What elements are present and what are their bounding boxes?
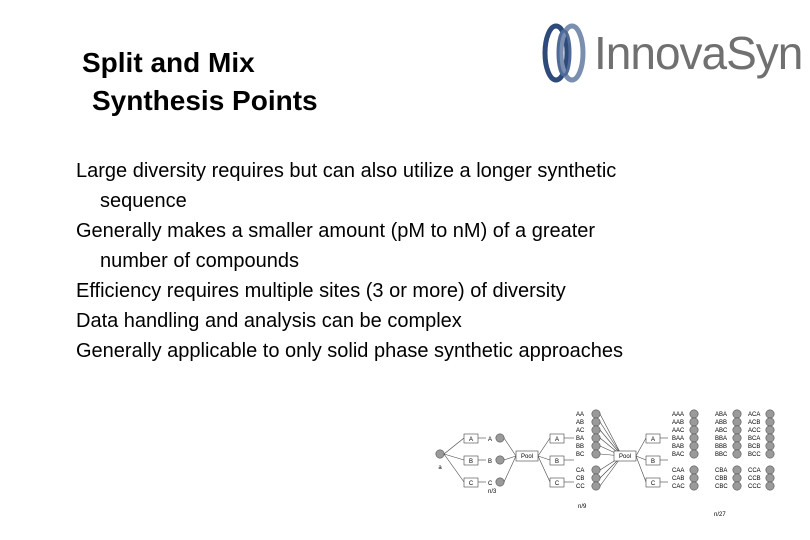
resin-bead-icon — [592, 426, 600, 434]
product-label: CC — [576, 484, 585, 490]
resin-bead-icon — [496, 434, 504, 442]
product-label: CBA — [715, 468, 728, 474]
logo-mark-icon — [534, 22, 594, 84]
product-label: CA — [576, 468, 585, 474]
product-label: AC — [576, 428, 585, 434]
resin-bead-icon — [766, 426, 774, 434]
resin-bead-icon — [766, 418, 774, 426]
pool-label: Pool — [520, 454, 534, 460]
flow-line — [636, 438, 646, 456]
product-label: ABB — [715, 420, 728, 426]
resin-bead-icon — [592, 450, 600, 458]
product-label: BBC — [715, 452, 728, 458]
product-label: CAA — [672, 468, 685, 474]
innovasyn-logo — [534, 22, 803, 84]
title-line-2: Synthesis Points — [92, 85, 318, 116]
flow-line — [444, 438, 464, 454]
resin-bead-icon — [733, 410, 741, 418]
flow-line — [600, 414, 622, 456]
product-label: B — [488, 459, 493, 465]
bullet-item: Generally applicable to only solid phase synthetic approaches — [76, 340, 624, 362]
reagent-letter: C — [650, 481, 656, 487]
flow-line — [504, 456, 516, 482]
product-label: CCA — [748, 468, 761, 474]
product-label: ACA — [748, 412, 761, 418]
reagent-letter: A — [468, 437, 474, 443]
reagent-letter: A — [650, 437, 656, 443]
flow-line — [504, 438, 516, 456]
flow-line — [444, 454, 464, 482]
resin-bead-icon — [766, 466, 774, 474]
resin-bead-icon — [690, 410, 698, 418]
product-label: BCA — [748, 436, 761, 442]
product-label: C — [488, 481, 493, 487]
resin-bead-icon — [766, 410, 774, 418]
product-label: CBB — [715, 476, 728, 482]
product-label: CAB — [672, 476, 685, 482]
product-label: AAC — [672, 428, 685, 434]
product-label: BAA — [672, 436, 685, 442]
resin-bead-icon — [592, 474, 600, 482]
resin-bead-icon — [690, 482, 698, 490]
resin-bead-icon — [592, 418, 600, 426]
product-label: AAB — [672, 420, 685, 426]
bullet-item: Data handling and analysis can be complex — [76, 310, 462, 332]
split-mix-diagram — [432, 408, 777, 523]
flow-line — [444, 454, 464, 460]
bullet-list — [76, 156, 636, 366]
resin-bead-icon — [733, 442, 741, 450]
product-label: BBB — [715, 444, 728, 450]
product-label: BB — [576, 444, 585, 450]
flow-line — [538, 438, 550, 456]
product-label: CBC — [715, 484, 728, 490]
product-label: ACB — [748, 420, 761, 426]
resin-bead-icon — [690, 474, 698, 482]
product-label: ABC — [715, 428, 728, 434]
resin-bead-icon — [733, 418, 741, 426]
resin-bead-icon — [766, 434, 774, 442]
resin-bead-icon — [733, 450, 741, 458]
resin-bead-icon — [436, 450, 444, 458]
resin-bead-icon — [592, 482, 600, 490]
resin-bead-icon — [690, 434, 698, 442]
product-label: CCB — [748, 476, 761, 482]
resin-bead-icon — [496, 456, 504, 464]
product-label: CB — [576, 476, 585, 482]
reagent-letter: B — [554, 459, 560, 465]
count-label: n/27 — [714, 512, 726, 518]
resin-bead-icon — [690, 450, 698, 458]
reagent-letter: B — [650, 459, 656, 465]
product-label: BCC — [748, 452, 761, 458]
resin-bead-icon — [592, 434, 600, 442]
resin-bead-icon — [766, 482, 774, 490]
resin-bead-icon — [733, 426, 741, 434]
reagent-letter: B — [468, 459, 474, 465]
resin-bead-icon — [690, 418, 698, 426]
product-label: BC — [576, 452, 585, 458]
product-label: BAC — [672, 452, 685, 458]
bullet-item: Generally makes a smaller amount (pM to nM) of a greater number of compounds — [76, 220, 596, 272]
pool-label: Pool — [618, 454, 632, 460]
title-line-1: Split and Mix — [82, 47, 255, 78]
flow-line — [538, 456, 550, 482]
reagent-letter: C — [554, 481, 560, 487]
product-label: AAA — [672, 412, 685, 418]
bullet-item: Efficiency requires multiple sites (3 or more) of diversity — [76, 280, 566, 302]
resin-bead-icon — [592, 410, 600, 418]
resin-bead-icon — [733, 434, 741, 442]
resin-bead-icon — [733, 482, 741, 490]
reagent-letter: A — [554, 437, 560, 443]
resin-bead-icon — [733, 466, 741, 474]
flow-line — [636, 456, 646, 482]
product-label: BAB — [672, 444, 685, 450]
product-label: BCB — [748, 444, 761, 450]
count-label: n/3 — [488, 489, 497, 495]
product-label: AB — [576, 420, 585, 426]
product-label: ABA — [715, 412, 728, 418]
resin-bead-icon — [690, 442, 698, 450]
resin-bead-icon — [766, 474, 774, 482]
bullet-item: Large diversity requires but can also utilize a longer synthetic sequence — [76, 160, 617, 212]
product-label: A — [488, 437, 493, 443]
resin-bead-icon — [592, 466, 600, 474]
resin-bead-icon — [690, 466, 698, 474]
count-label: n/9 — [578, 504, 587, 510]
start-label: a — [438, 465, 442, 471]
resin-bead-icon — [733, 474, 741, 482]
product-label: BBA — [715, 436, 728, 442]
resin-bead-icon — [690, 426, 698, 434]
logo-text: InnovaSyn — [594, 27, 803, 79]
resin-bead-icon — [766, 450, 774, 458]
product-label: AA — [576, 412, 585, 418]
product-label: CAC — [672, 484, 685, 490]
slide-title — [82, 44, 318, 120]
product-label: BA — [576, 436, 585, 442]
product-label: ACC — [748, 428, 761, 434]
resin-bead-icon — [592, 442, 600, 450]
product-label: CCC — [748, 484, 761, 490]
resin-bead-icon — [766, 442, 774, 450]
reagent-letter: C — [468, 481, 474, 487]
resin-bead-icon — [496, 478, 504, 486]
